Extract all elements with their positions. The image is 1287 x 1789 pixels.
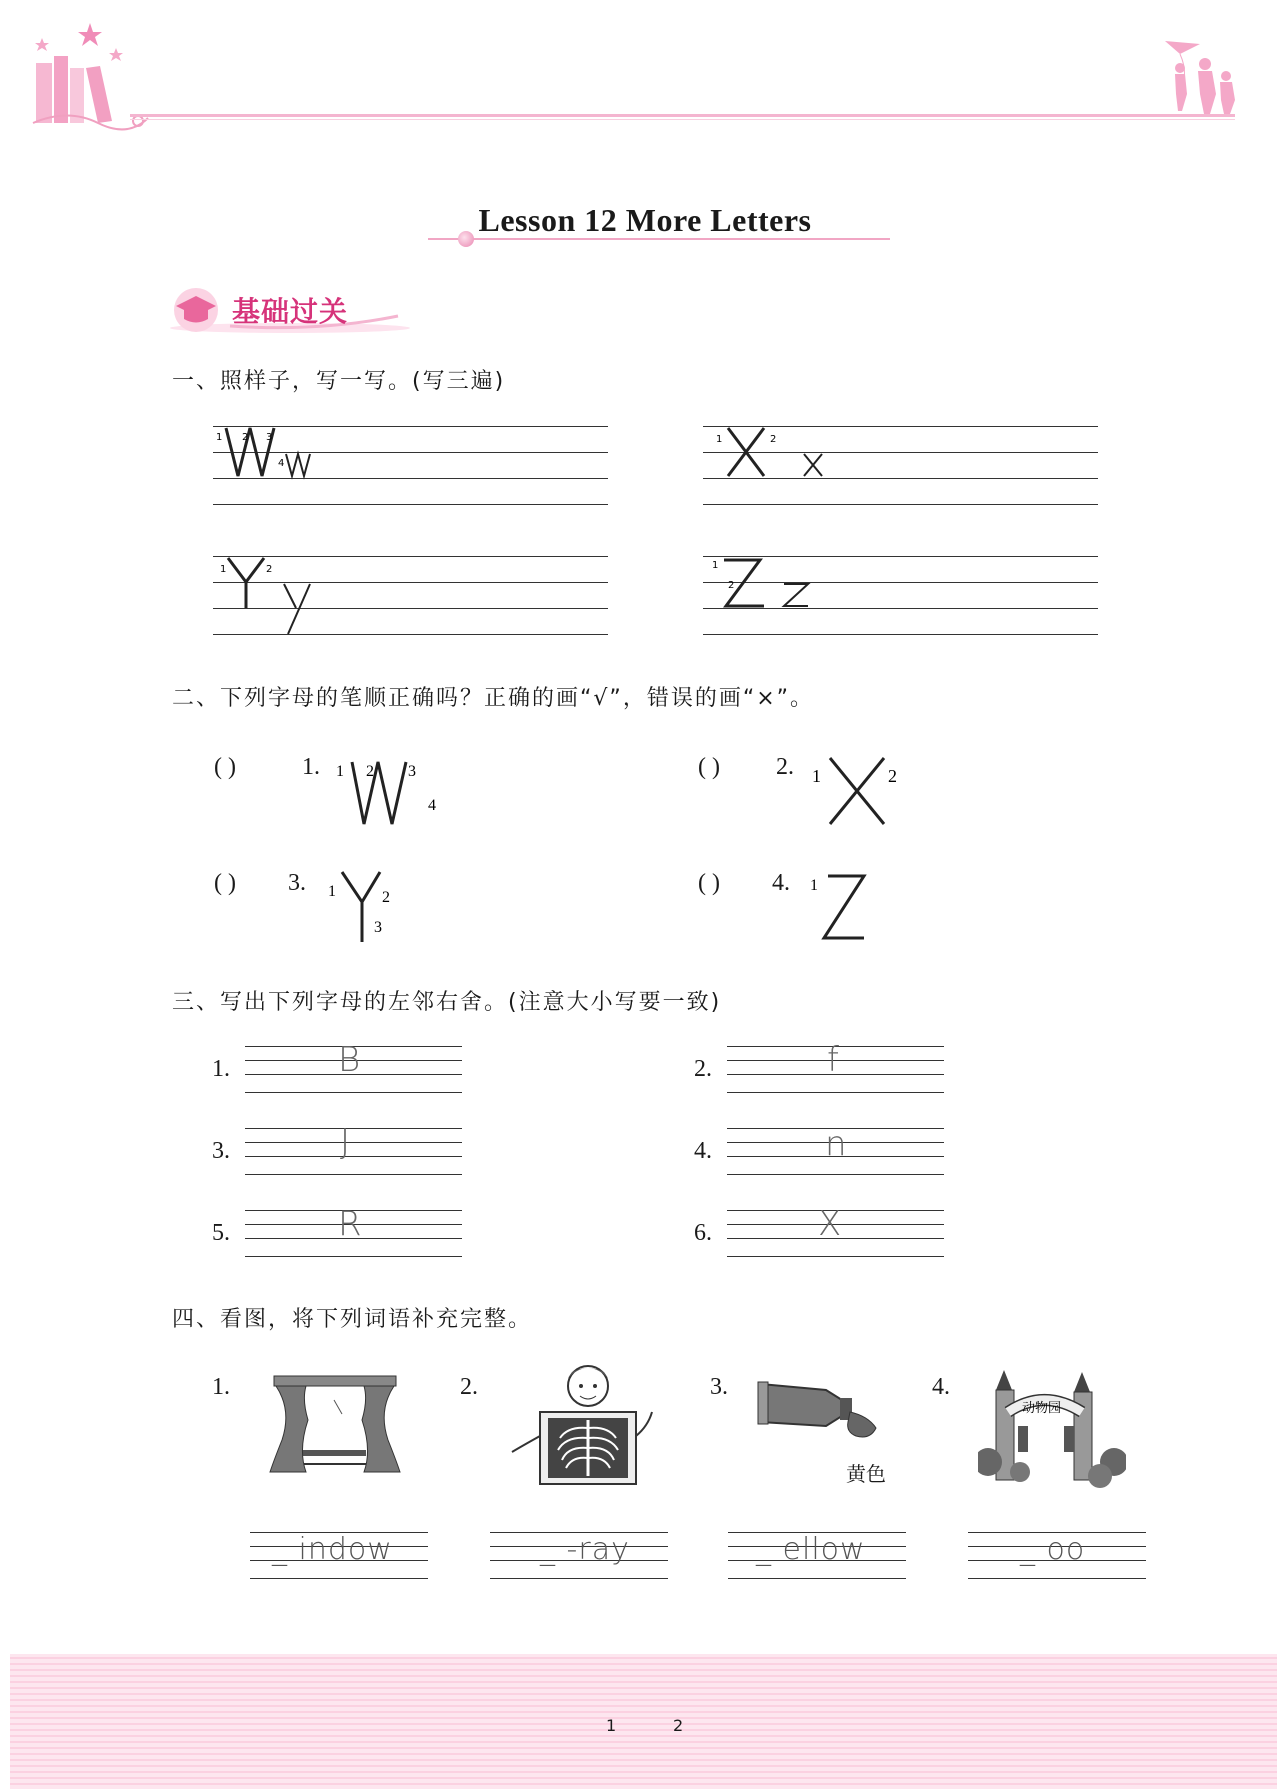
q4-word-3: _ ellow	[756, 1532, 866, 1567]
window-curtains-picture	[262, 1370, 408, 1480]
footer-band	[10, 1654, 1277, 1789]
answer-paren-1[interactable]: ( )	[214, 754, 236, 780]
q2-item-num-4: 4.	[772, 870, 790, 896]
q1-instruction: 一、照样子，写一写。(写三遍)	[172, 369, 506, 394]
q4-item-num-4: 4.	[932, 1374, 950, 1400]
paint-tube-picture	[756, 1376, 880, 1446]
page-number-digit-1: 1	[606, 1716, 617, 1735]
q3-item-num-1: 1.	[212, 1056, 230, 1082]
svg-text:2: 2	[366, 763, 374, 780]
q4-word-1: _ indow	[272, 1532, 393, 1567]
svg-text:3: 3	[266, 432, 273, 443]
svg-text:3: 3	[374, 919, 382, 936]
stroke-order-w-icon	[332, 754, 442, 828]
q4-item-num-3: 3.	[710, 1374, 728, 1400]
svg-text:2: 2	[888, 766, 897, 786]
answer-paren-3[interactable]: ( )	[214, 870, 236, 896]
stroke-order-x-icon	[808, 752, 918, 832]
zoo-sign-text: 动物园	[1022, 1401, 1062, 1416]
svg-text:1: 1	[220, 564, 227, 575]
svg-text:1: 1	[336, 763, 344, 780]
q4-item-num-2: 2.	[460, 1374, 478, 1400]
svg-text:2: 2	[770, 434, 777, 445]
q3-letter-6: X	[818, 1204, 842, 1244]
header-rule	[130, 114, 1235, 117]
q3-item-num-4: 4.	[694, 1138, 712, 1164]
title-dot-ornament	[458, 231, 474, 247]
x-ray-picture	[508, 1356, 664, 1488]
q4-instruction: 四、看图，将下列词语补充完整。	[172, 1307, 533, 1332]
q3-letter-4: n	[825, 1124, 847, 1164]
lesson-title: Lesson 12 More Letters	[478, 202, 812, 238]
sample-letter-y-stroke-order	[214, 556, 354, 636]
svg-text:2: 2	[266, 564, 273, 575]
q3-letter-3: J	[340, 1122, 351, 1162]
sample-letter-w-stroke-order	[214, 426, 374, 482]
sample-letter-z-stroke-order	[704, 556, 844, 612]
svg-text:2: 2	[728, 580, 735, 591]
q2-item-num-1: 1.	[302, 754, 320, 780]
q3-item-num-2: 2.	[694, 1056, 712, 1082]
q3-instruction: 三、写出下列字母的左邻右舍。(注意大小写要一致)	[172, 990, 722, 1015]
svg-text:2: 2	[382, 889, 390, 906]
q4-item-num-1: 1.	[212, 1374, 230, 1400]
q3-letter-2: f	[827, 1040, 839, 1080]
svg-text:3: 3	[408, 763, 416, 780]
q2-instruction: 二、下列字母的笔顺正确吗？正确的画“√”，错误的画“×”。	[172, 686, 815, 711]
answer-paren-4[interactable]: ( )	[698, 870, 720, 896]
svg-text:1: 1	[216, 432, 223, 443]
paint-color-caption: 黄色	[846, 1462, 886, 1486]
q2-item-num-3: 3.	[288, 870, 306, 896]
q3-letter-1: B	[338, 1040, 361, 1080]
svg-text:1: 1	[712, 560, 719, 571]
q3-letter-5: R	[338, 1204, 362, 1244]
stroke-order-z-icon	[806, 866, 886, 946]
svg-text:1: 1	[328, 883, 336, 900]
answer-paren-2[interactable]: ( )	[698, 754, 720, 780]
q4-word-4: _ oo	[1020, 1532, 1086, 1567]
svg-text:4: 4	[278, 458, 285, 469]
page-number-digit-2: 2	[673, 1716, 684, 1735]
svg-text:1: 1	[716, 434, 723, 445]
svg-text:1: 1	[810, 877, 818, 894]
svg-text:2: 2	[242, 432, 249, 443]
q3-item-num-6: 6.	[694, 1220, 712, 1246]
svg-text:1: 1	[812, 766, 821, 786]
children-kite-silhouette-icon	[1160, 36, 1240, 116]
q4-word-2: _ -ray	[540, 1532, 630, 1567]
q3-item-num-3: 3.	[212, 1138, 230, 1164]
header-rule-thin	[130, 119, 1235, 120]
q2-item-num-2: 2.	[776, 754, 794, 780]
stroke-order-y-icon	[324, 866, 404, 946]
section-heading: 基础过关	[232, 295, 349, 328]
title-underline	[428, 238, 890, 240]
q3-item-num-5: 5.	[212, 1220, 230, 1246]
zoo-gate-picture	[978, 1366, 1126, 1492]
svg-text:4: 4	[428, 797, 436, 814]
sample-letter-x-stroke-order	[704, 426, 844, 482]
